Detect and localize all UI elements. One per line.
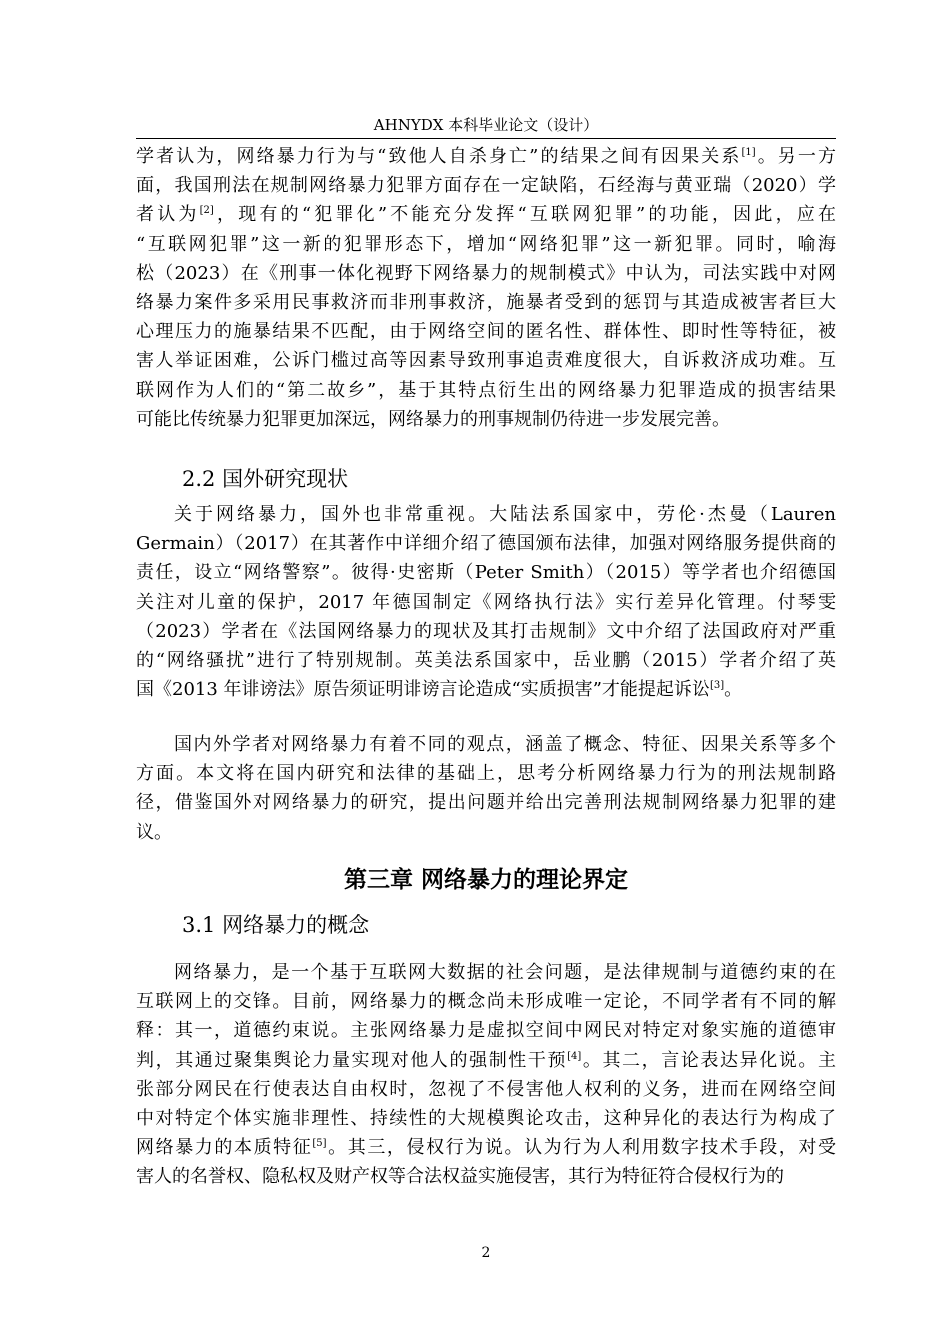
text-run: 径，借鉴国外对网络暴力的研究，提出问题并给出完善刑法规制网络暴力犯罪的建 xyxy=(136,792,836,814)
text-run: 方面。本文将在国内研究和法律的基础上，思考分析网络暴力行为的刑法规制路 xyxy=(136,763,836,785)
para1-line xyxy=(136,231,836,259)
text-run: ，现有的“犯罪化”不能充分发挥“互联网犯罪”的功能，因此，应在 xyxy=(213,204,836,226)
text-run: 络暴力案件多采用民事救济而非刑事救济，施暴者受到的惩罚与其造成被害者巨大 xyxy=(136,292,836,313)
text-run: 网络暴力，是一个基于互联网大数据的社会问题，是法律规制与道德约束的在 xyxy=(174,962,836,983)
text-run: 害人举证困难，公诉门槛过高等因素导致刑事追责难度很大，自诉救济成功难。互 xyxy=(136,350,836,372)
text-run: 者认为 xyxy=(136,204,200,226)
page-number: 2 xyxy=(481,1245,491,1261)
para3-line xyxy=(136,819,172,847)
para4-line xyxy=(174,959,836,987)
para1-line xyxy=(136,260,836,288)
para4-line xyxy=(136,1047,836,1075)
para2-line xyxy=(136,618,836,646)
para4-line xyxy=(136,1076,836,1104)
text-run: 国《2013 年诽谤法》原告须证明诽谤言论造成“实质损害”才能提起诉讼 xyxy=(136,679,710,701)
citation-ref: [3] xyxy=(709,680,725,692)
text-run: 关于网络暴力，国外也非常重视。大陆法系国家中，劳伦·杰曼（Lauren xyxy=(174,504,836,525)
text-run: 责任，设立“网络警察”。彼得·史密斯（Peter Smith）（2015）等学者也介绍德国 xyxy=(136,562,836,584)
para1-line xyxy=(136,201,836,229)
para4-line xyxy=(136,1163,784,1191)
para2-line xyxy=(174,501,836,529)
text-run: 的“网络骚扰”进行了特别规制。英美法系国家中，岳业鹏（2015）学者介绍了英 xyxy=(136,650,836,671)
text-run: 国内外学者对网络暴力有着不同的观点，涵盖了概念、特征、因果关系等多个 xyxy=(174,734,836,755)
para4-line xyxy=(136,1017,836,1045)
para2-line xyxy=(136,530,836,558)
para1-line xyxy=(136,347,836,375)
text-run: 。其三，侵权行为说。认为行为人利用数字技术手段，对受 xyxy=(326,1137,837,1159)
text-run: 关注对儿童的保护，2017 年德国制定《网络执行法》实行差异化管理。付琴雯 xyxy=(136,591,836,613)
para2-line xyxy=(136,589,836,617)
para1-line xyxy=(136,143,836,171)
citation-ref: [1] xyxy=(741,147,756,158)
citation-ref: [2] xyxy=(199,205,214,217)
text-run: 松（2023）在《刑事一体化视野下网络暴力的规制模式》中认为，司法实践中对网 xyxy=(136,262,836,284)
text-run: 。 xyxy=(724,679,743,701)
para1-line xyxy=(136,377,836,405)
text-run: 释：其一，道德约束说。主张网络暴力是虚拟空间中网民对特定对象实施的道德审 xyxy=(136,1020,836,1042)
para3-line xyxy=(136,789,836,817)
text-run: 心理压力的施暴结果不匹配，由于网络空间的匿名性、群体性、即时性等特征，被 xyxy=(136,321,836,343)
para4-line xyxy=(136,988,836,1016)
para1-line xyxy=(136,318,836,346)
para3-line xyxy=(136,760,836,788)
text-run: 互联网上的交锋。目前，网络暴力的概念尚未形成唯一定论，不同学者有不同的解 xyxy=(136,991,836,1013)
para1-line xyxy=(136,172,836,200)
text-run: Germain）（2017）在其著作中详细介绍了德国颁布法律，加强对网络服务提供商的 xyxy=(136,533,836,555)
text-run: 中对特定个体实施非理性、持续性的大规模舆论攻击，这种异化的表达行为构成了 xyxy=(136,1108,836,1129)
text-run: 学者认为，网络暴力行为与“致他人自杀身亡”的结果之间有因果关系 xyxy=(136,146,742,167)
chapter-heading: 第三章 网络暴力的理论界定 xyxy=(343,867,628,893)
para4-line xyxy=(136,1134,836,1162)
text-run: 。其二，言论表达异化说。主 xyxy=(581,1049,837,1071)
citation-ref: [4] xyxy=(567,1050,582,1062)
text-run: 。另一方 xyxy=(755,146,837,167)
section-heading-3-1: 3.1 网络暴力的概念 xyxy=(182,913,370,937)
text-run: 网络暴力的本质特征 xyxy=(136,1137,313,1159)
para4-line xyxy=(136,1105,836,1133)
para2-line xyxy=(136,647,836,675)
text-run: 害人的名誉权、隐私权及财产权等合法权益实施侵害，其行为特征符合侵权行为的 xyxy=(136,1166,784,1188)
text-run: 联网作为人们的“第二故乡”，基于其特点衍生出的网络暴力犯罪造成的损害结果 xyxy=(136,379,836,401)
text-run: 张部分网民在行使表达自由权时，忽视了不侵害他人权利的义务，进而在网络空间 xyxy=(136,1078,836,1100)
para2-line xyxy=(136,559,836,587)
header-rule xyxy=(136,138,836,139)
citation-ref: [5] xyxy=(312,1138,327,1150)
running-header: AHNYDX 本科毕业论文（设计） xyxy=(373,116,599,134)
text-run: 可能比传统暴力犯罪更加深远，网络暴力的刑事规制仍待进一步发展完善。 xyxy=(136,408,730,430)
text-run: 面，我国刑法在规制网络暴力犯罪方面存在一定缺陷，石经海与黄亚瑞（2020）学 xyxy=(136,175,836,197)
text-run: 判，其通过聚集舆论力量实现对他人的强制性干预 xyxy=(136,1049,568,1071)
para1-line xyxy=(136,406,730,434)
text-run: 议。 xyxy=(136,821,172,843)
para1-line xyxy=(136,289,836,317)
text-run: “互联网犯罪”这一新的犯罪形态下，增加“网络犯罪”这一新犯罪。同时，喻海 xyxy=(136,233,836,255)
text-run: （2023）学者在《法国网络暴力的现状及其打击规制》文中介绍了法国政府对严重 xyxy=(136,620,836,642)
para2-line xyxy=(136,676,742,704)
para3-line xyxy=(174,731,836,759)
section-heading-2-2: 2.2 国外研究现状 xyxy=(182,467,349,491)
